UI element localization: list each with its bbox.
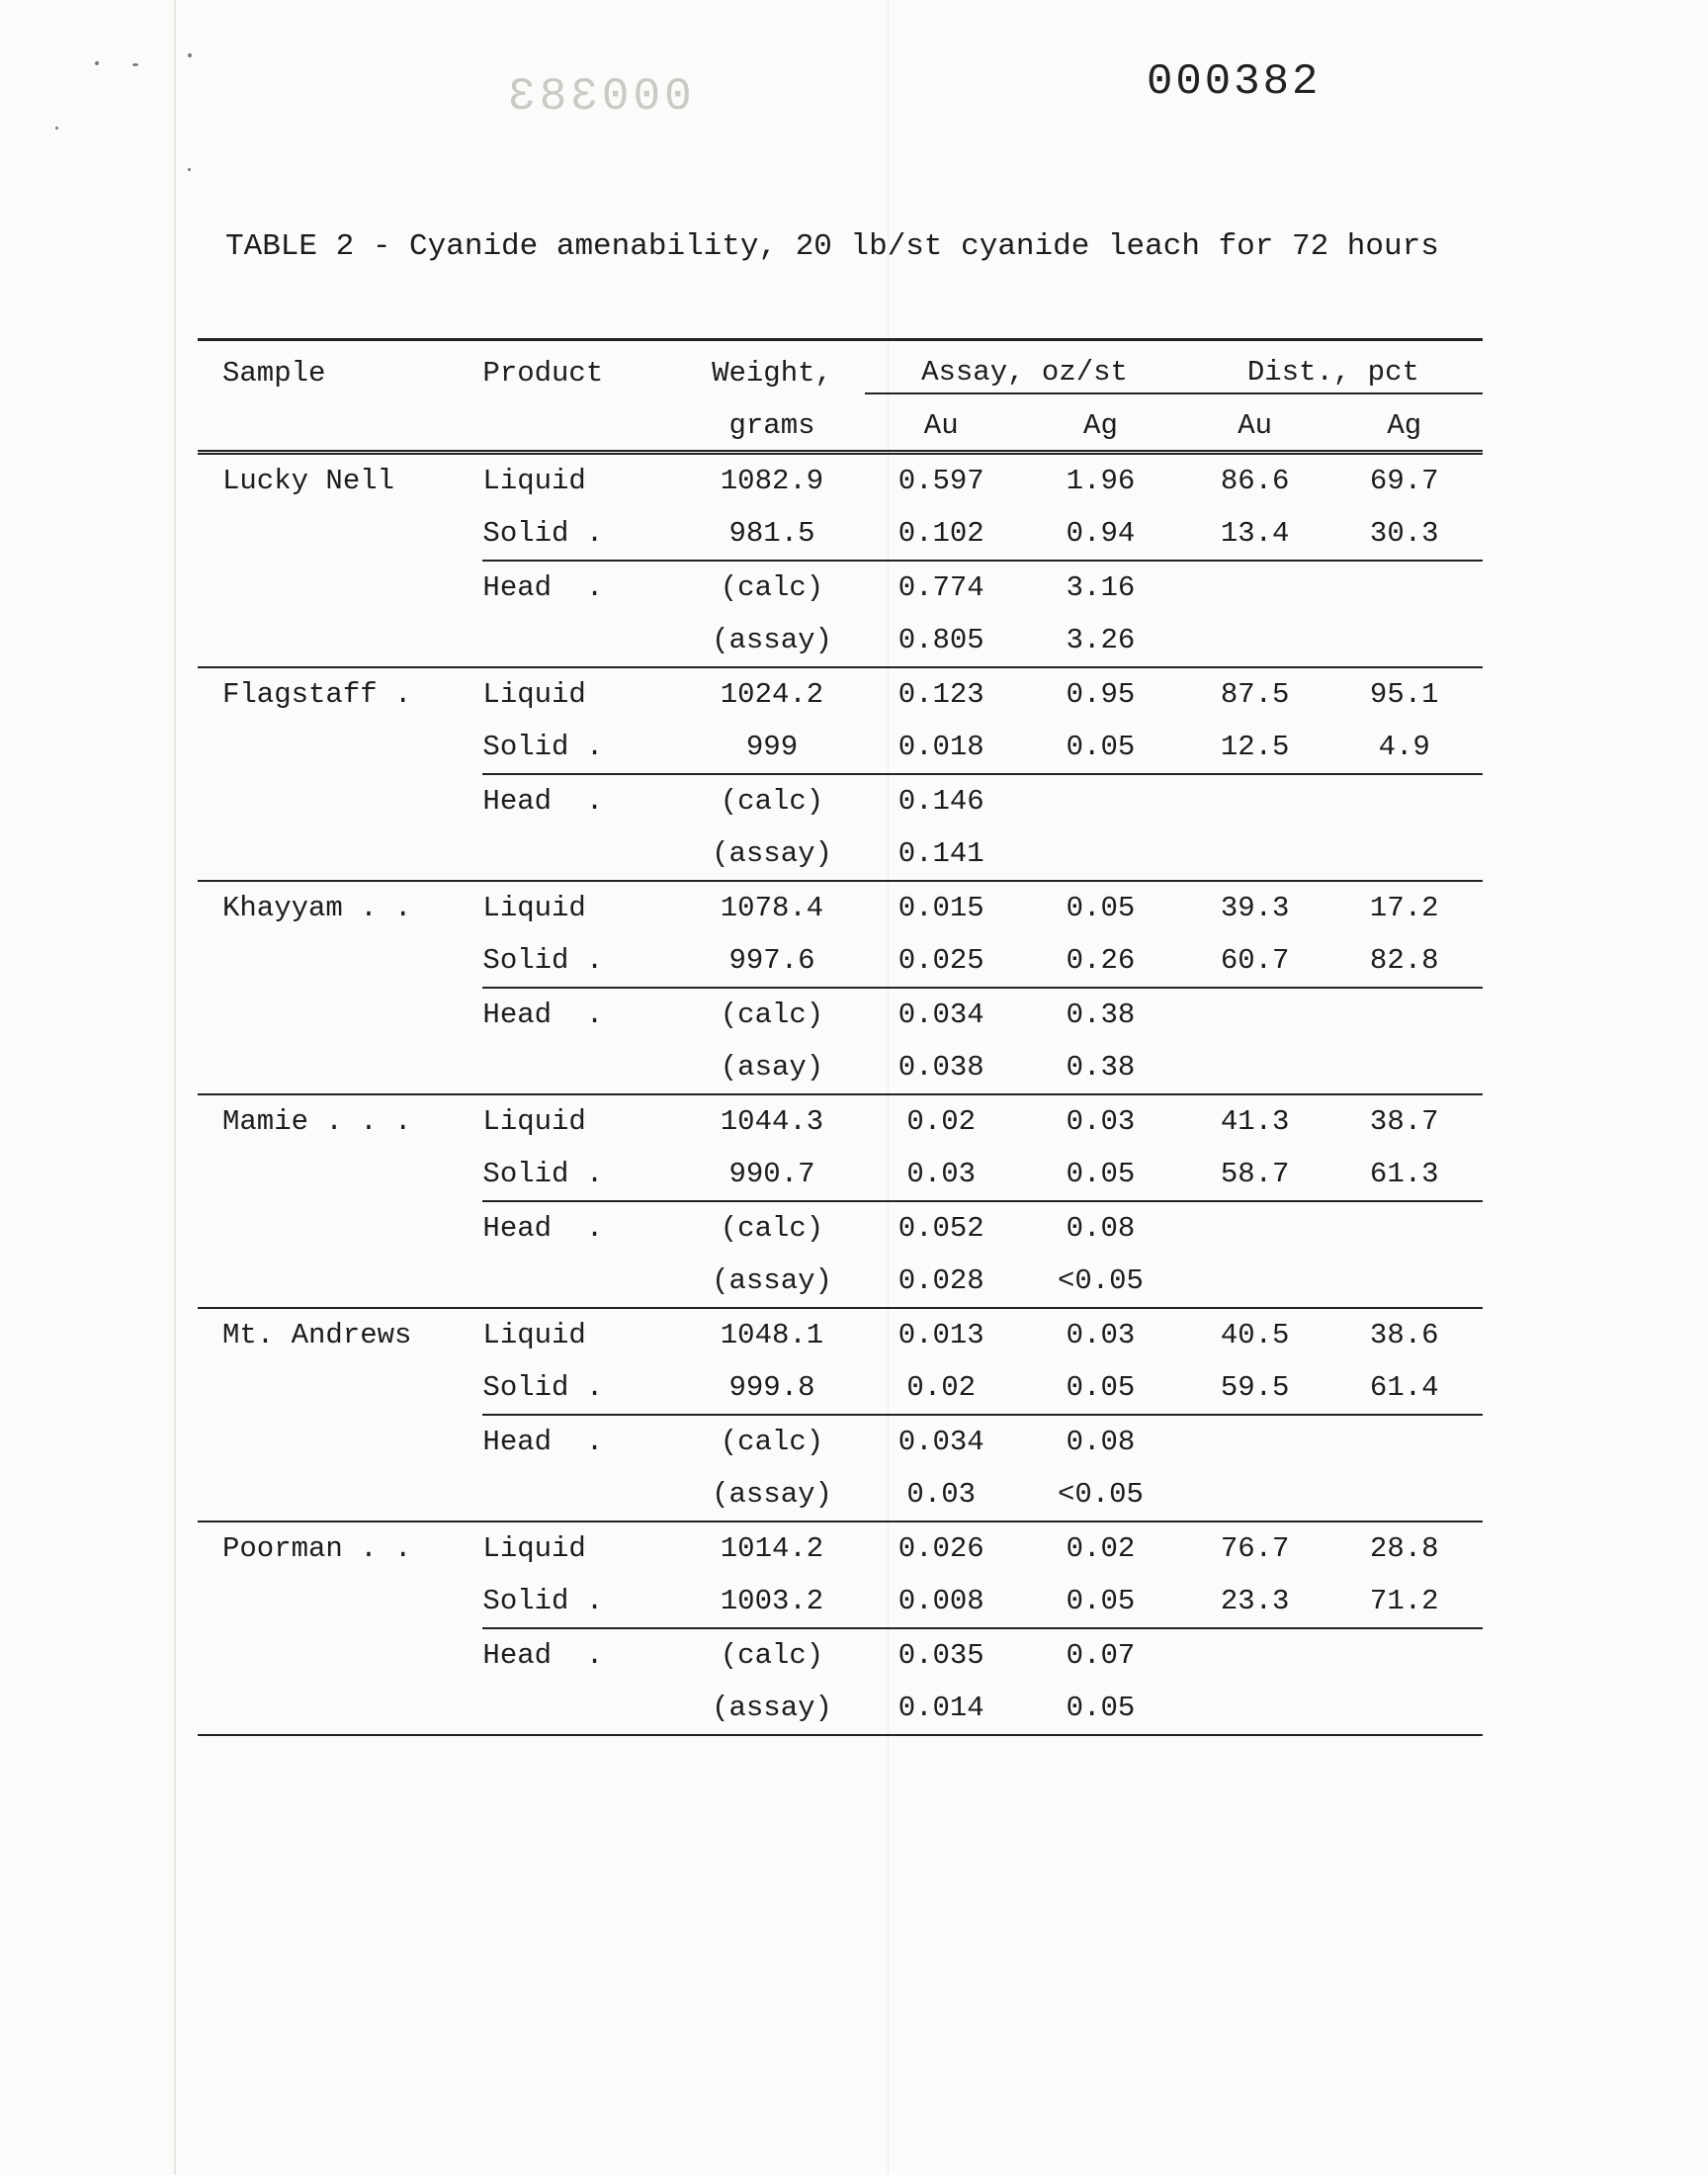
cell-dist-au: 40.5: [1220, 1319, 1290, 1351]
cell-weight: 1024.2: [720, 678, 824, 711]
cell-assay-ag: [1017, 774, 1184, 827]
table-row: [198, 1041, 1483, 1094]
cell-assay-au: 0.02: [865, 1361, 1017, 1415]
table-row: [198, 934, 1483, 988]
cell-weight: (calc): [720, 999, 824, 1031]
cell-dist-au: [1184, 1682, 1326, 1735]
header-dist-ag: Ag: [1325, 393, 1483, 453]
table-row: [198, 667, 1483, 721]
header-distribution: Dist., pct: [1184, 340, 1483, 394]
cell-weight: 1014.2: [720, 1532, 824, 1565]
scan-speck: [95, 61, 99, 65]
cell-assay-au: 0.013: [897, 1319, 984, 1351]
cell-assay-au: 0.03: [865, 1468, 1017, 1522]
cell-weight: (assay): [679, 614, 866, 667]
cell-dist-au: [1184, 1255, 1326, 1308]
cell-product: Liquid: [482, 1105, 586, 1138]
cell-assay-au: 0.02: [906, 1105, 977, 1138]
cell-sample: Lucky Nell: [222, 465, 395, 497]
cell-weight: (assay): [679, 1682, 866, 1735]
cell-sample: [198, 1682, 482, 1735]
cell-dist-au: 13.4: [1184, 507, 1326, 561]
header-row-2: [198, 393, 1483, 453]
cell-dist-au: [1184, 827, 1326, 881]
cell-dist-au: 87.5: [1220, 678, 1290, 711]
cell-dist-au: 41.3: [1220, 1105, 1290, 1138]
table-title: TABLE 2 - Cyanide amenability, 20 lb/st cyanide leach for 72 hours: [225, 229, 1439, 264]
cell-weight: (calc): [720, 785, 824, 818]
cell-product: [482, 1255, 678, 1308]
cell-assay-au: 0.141: [865, 827, 1017, 881]
cell-dist-ag: 82.8: [1325, 934, 1483, 988]
cell-sample: [198, 1628, 482, 1682]
table-row: [198, 988, 1483, 1041]
cell-dist-au: [1184, 774, 1326, 827]
cell-dist-ag: [1325, 827, 1483, 881]
header-assay-au: Au: [865, 393, 1017, 453]
cell-weight: 1003.2: [679, 1575, 866, 1628]
cell-weight: 1078.4: [720, 892, 824, 924]
cell-product: Solid .: [482, 1361, 678, 1415]
cell-product: Liquid: [482, 678, 586, 711]
table-row: [198, 1148, 1483, 1201]
cell-product: Head .: [482, 785, 604, 818]
cell-assay-ag: <0.05: [1017, 1468, 1184, 1522]
cell-weight: 1048.1: [720, 1319, 824, 1351]
cell-assay-au: 0.018: [865, 721, 1017, 774]
cell-dist-ag: [1325, 1682, 1483, 1735]
cell-dist-ag: 38.6: [1369, 1319, 1439, 1351]
cell-weight: 981.5: [679, 507, 866, 561]
cell-assay-au: 0.597: [897, 465, 984, 497]
scan-speck: [188, 168, 191, 171]
cell-assay-ag: 0.05: [1017, 1148, 1184, 1201]
cell-assay-ag: 0.95: [1066, 678, 1136, 711]
cell-weight: (calc): [720, 571, 824, 604]
cell-weight: (calc): [720, 1212, 824, 1245]
cell-dist-ag: [1325, 1628, 1483, 1682]
cell-assay-ag: 0.05: [1066, 892, 1136, 924]
cell-dist-ag: 69.7: [1369, 465, 1439, 497]
cell-sample: Khayyam . .: [222, 892, 412, 924]
cell-assay-au: 0.774: [897, 571, 984, 604]
cell-assay-ag: 1.96: [1066, 465, 1136, 497]
cell-assay-au: 0.026: [897, 1532, 984, 1565]
cell-assay-au: 0.146: [897, 785, 984, 818]
table-row: [198, 827, 1483, 881]
cell-assay-au: 0.008: [865, 1575, 1017, 1628]
cell-assay-ag: 3.16: [1066, 571, 1136, 604]
cell-product: [482, 827, 678, 881]
cell-assay-ag: 0.05: [1017, 1575, 1184, 1628]
cell-dist-ag: [1325, 1201, 1483, 1255]
table-row: [198, 1094, 1483, 1148]
cell-assay-ag: 0.38: [1066, 999, 1136, 1031]
cell-dist-ag: [1325, 1255, 1483, 1308]
cell-dist-ag: 61.4: [1325, 1361, 1483, 1415]
cell-assay-ag: 0.08: [1066, 1426, 1136, 1458]
cell-assay-au: 0.123: [897, 678, 984, 711]
cell-assay-au: 0.034: [897, 1426, 984, 1458]
bleed-through-page-number: 000383: [504, 71, 692, 123]
cell-assay-ag: [1017, 827, 1184, 881]
cell-assay-au: 0.014: [865, 1682, 1017, 1735]
cell-dist-ag: 71.2: [1325, 1575, 1483, 1628]
cell-product: [482, 1468, 678, 1522]
cell-assay-ag: 0.26: [1017, 934, 1184, 988]
cell-assay-au: 0.052: [897, 1212, 984, 1245]
table-row: [198, 721, 1483, 774]
cell-assay-ag: 0.05: [1017, 1682, 1184, 1735]
cell-assay-au: 0.035: [897, 1639, 984, 1672]
cell-dist-au: [1184, 1628, 1326, 1682]
cell-weight: (assay): [679, 1255, 866, 1308]
header-product: Product: [482, 340, 678, 394]
cell-sample: Mamie . . .: [222, 1105, 412, 1138]
cell-assay-au: 0.102: [865, 507, 1017, 561]
cell-dist-au: [1184, 1415, 1326, 1468]
cell-product: [482, 1041, 678, 1094]
table-row: [198, 1255, 1483, 1308]
cell-assay-ag: 0.08: [1066, 1212, 1136, 1245]
page-number: 000382: [1147, 57, 1322, 107]
cell-dist-ag: 61.3: [1325, 1148, 1483, 1201]
cell-sample: [198, 1415, 482, 1468]
cell-assay-ag: 0.02: [1066, 1532, 1136, 1565]
table-row: [198, 1415, 1483, 1468]
cell-sample: [198, 1361, 482, 1415]
cell-product: Head .: [482, 1426, 604, 1458]
cell-dist-ag: 17.2: [1369, 892, 1439, 924]
cell-dist-au: 76.7: [1220, 1532, 1290, 1565]
cell-product: Liquid: [482, 1319, 586, 1351]
header-blank: [482, 393, 678, 453]
table-row: [198, 881, 1483, 934]
cell-product: Head .: [482, 999, 604, 1031]
cell-assay-ag: 0.03: [1066, 1319, 1136, 1351]
cell-product: [482, 1682, 678, 1735]
cell-weight: (asay): [679, 1041, 866, 1094]
header-row-1: [198, 340, 1483, 394]
table-row: [198, 1308, 1483, 1361]
cell-sample: [198, 1148, 482, 1201]
cell-dist-au: 23.3: [1184, 1575, 1326, 1628]
cell-dist-ag: 4.9: [1325, 721, 1483, 774]
cell-sample: [198, 1201, 482, 1255]
cell-dist-ag: 28.8: [1369, 1532, 1439, 1565]
cell-sample: Mt. Andrews: [222, 1319, 412, 1351]
cell-assay-ag: 0.05: [1017, 721, 1184, 774]
cell-sample: [198, 507, 482, 561]
table-row: [198, 1575, 1483, 1628]
table-row: [198, 1682, 1483, 1735]
cell-weight: 999.8: [679, 1361, 866, 1415]
cell-dist-ag: [1325, 988, 1483, 1041]
cell-assay-ag: 0.38: [1017, 1041, 1184, 1094]
cell-dist-au: [1184, 1041, 1326, 1094]
cell-product: Solid .: [482, 1575, 678, 1628]
header-sample: Sample: [198, 340, 482, 394]
cell-assay-au: 0.805: [865, 614, 1017, 667]
cell-sample: [198, 934, 482, 988]
header-blank: [198, 393, 482, 453]
cell-product: Solid .: [482, 1148, 678, 1201]
cell-sample: [198, 988, 482, 1041]
cell-sample: [198, 774, 482, 827]
table-row: [198, 1522, 1483, 1575]
cell-sample: [198, 561, 482, 614]
cell-dist-au: [1184, 988, 1326, 1041]
cell-dist-au: [1184, 1468, 1326, 1522]
cell-dist-ag: [1325, 774, 1483, 827]
cell-sample: [198, 827, 482, 881]
cell-weight: 997.6: [679, 934, 866, 988]
table-row: [198, 561, 1483, 614]
table-row: [198, 1628, 1483, 1682]
cell-assay-au: 0.025: [865, 934, 1017, 988]
cell-weight: (assay): [679, 827, 866, 881]
table-row: [198, 453, 1483, 508]
table-row: [198, 614, 1483, 667]
cell-dist-ag: [1325, 561, 1483, 614]
table-body: [198, 453, 1483, 1736]
cell-sample: [198, 1468, 482, 1522]
scan-speck: [55, 127, 58, 130]
cell-weight: (calc): [720, 1639, 824, 1672]
cell-dist-ag: 95.1: [1369, 678, 1439, 711]
cell-dist-ag: 30.3: [1325, 507, 1483, 561]
scan-speck: [132, 63, 138, 66]
cell-weight: 1082.9: [720, 465, 824, 497]
header-weight-unit: grams: [679, 393, 866, 453]
cell-assay-au: 0.015: [897, 892, 984, 924]
cell-dist-au: [1184, 614, 1326, 667]
cell-sample: Flagstaff .: [222, 678, 412, 711]
cell-assay-ag: 3.26: [1017, 614, 1184, 667]
cell-sample: [198, 721, 482, 774]
scan-speck: [188, 53, 192, 57]
cell-weight: (calc): [720, 1426, 824, 1458]
cell-weight: (assay): [679, 1468, 866, 1522]
header-weight: Weight,: [679, 340, 866, 394]
cell-sample: Poorman . .: [222, 1532, 412, 1565]
header-dist-au: Au: [1184, 393, 1326, 453]
cell-product: Solid .: [482, 721, 678, 774]
cell-sample: [198, 1041, 482, 1094]
cell-dist-ag: [1325, 1468, 1483, 1522]
cell-dist-au: 59.5: [1184, 1361, 1326, 1415]
cell-dist-ag: [1325, 1415, 1483, 1468]
cell-assay-ag: 0.07: [1066, 1639, 1136, 1672]
cell-product: Liquid: [482, 892, 586, 924]
cell-assay-ag: 0.94: [1017, 507, 1184, 561]
results-table: [198, 338, 1483, 1736]
cell-dist-au: 12.5: [1184, 721, 1326, 774]
cell-assay-au: 0.028: [865, 1255, 1017, 1308]
cell-dist-au: 58.7: [1184, 1148, 1326, 1201]
cell-dist-ag: 38.7: [1369, 1105, 1439, 1138]
cell-assay-ag: <0.05: [1017, 1255, 1184, 1308]
cell-dist-ag: [1325, 614, 1483, 667]
table-row: [198, 774, 1483, 827]
cell-assay-ag: 0.05: [1017, 1361, 1184, 1415]
cell-product: Head .: [482, 1639, 604, 1672]
cell-product: Liquid: [482, 465, 586, 497]
cell-product: Solid .: [482, 507, 678, 561]
cell-sample: [198, 1255, 482, 1308]
cell-sample: [198, 614, 482, 667]
table-row: [198, 507, 1483, 561]
cell-weight: 999: [679, 721, 866, 774]
table-row: [198, 1201, 1483, 1255]
cell-dist-au: [1184, 561, 1326, 614]
cell-product: [482, 614, 678, 667]
cell-assay-au: 0.038: [865, 1041, 1017, 1094]
cell-weight: 1044.3: [720, 1105, 824, 1138]
cell-dist-au: 60.7: [1184, 934, 1326, 988]
cell-dist-au: [1184, 1201, 1326, 1255]
cell-product: Liquid: [482, 1532, 586, 1565]
cell-sample: [198, 1575, 482, 1628]
cell-assay-ag: 0.03: [1066, 1105, 1136, 1138]
cell-dist-ag: [1325, 1041, 1483, 1094]
cell-product: Head .: [482, 571, 604, 604]
header-assay: Assay, oz/st: [865, 340, 1184, 394]
scan-edge-left: [174, 0, 176, 2175]
cell-product: Head .: [482, 1212, 604, 1245]
header-assay-ag: Ag: [1017, 393, 1184, 453]
cell-weight: 990.7: [679, 1148, 866, 1201]
cell-dist-au: 86.6: [1220, 465, 1290, 497]
table-row: [198, 1361, 1483, 1415]
table-row: [198, 1468, 1483, 1522]
cell-dist-au: 39.3: [1220, 892, 1290, 924]
cell-assay-au: 0.034: [897, 999, 984, 1031]
cell-assay-au: 0.03: [865, 1148, 1017, 1201]
cell-product: Solid .: [482, 934, 678, 988]
